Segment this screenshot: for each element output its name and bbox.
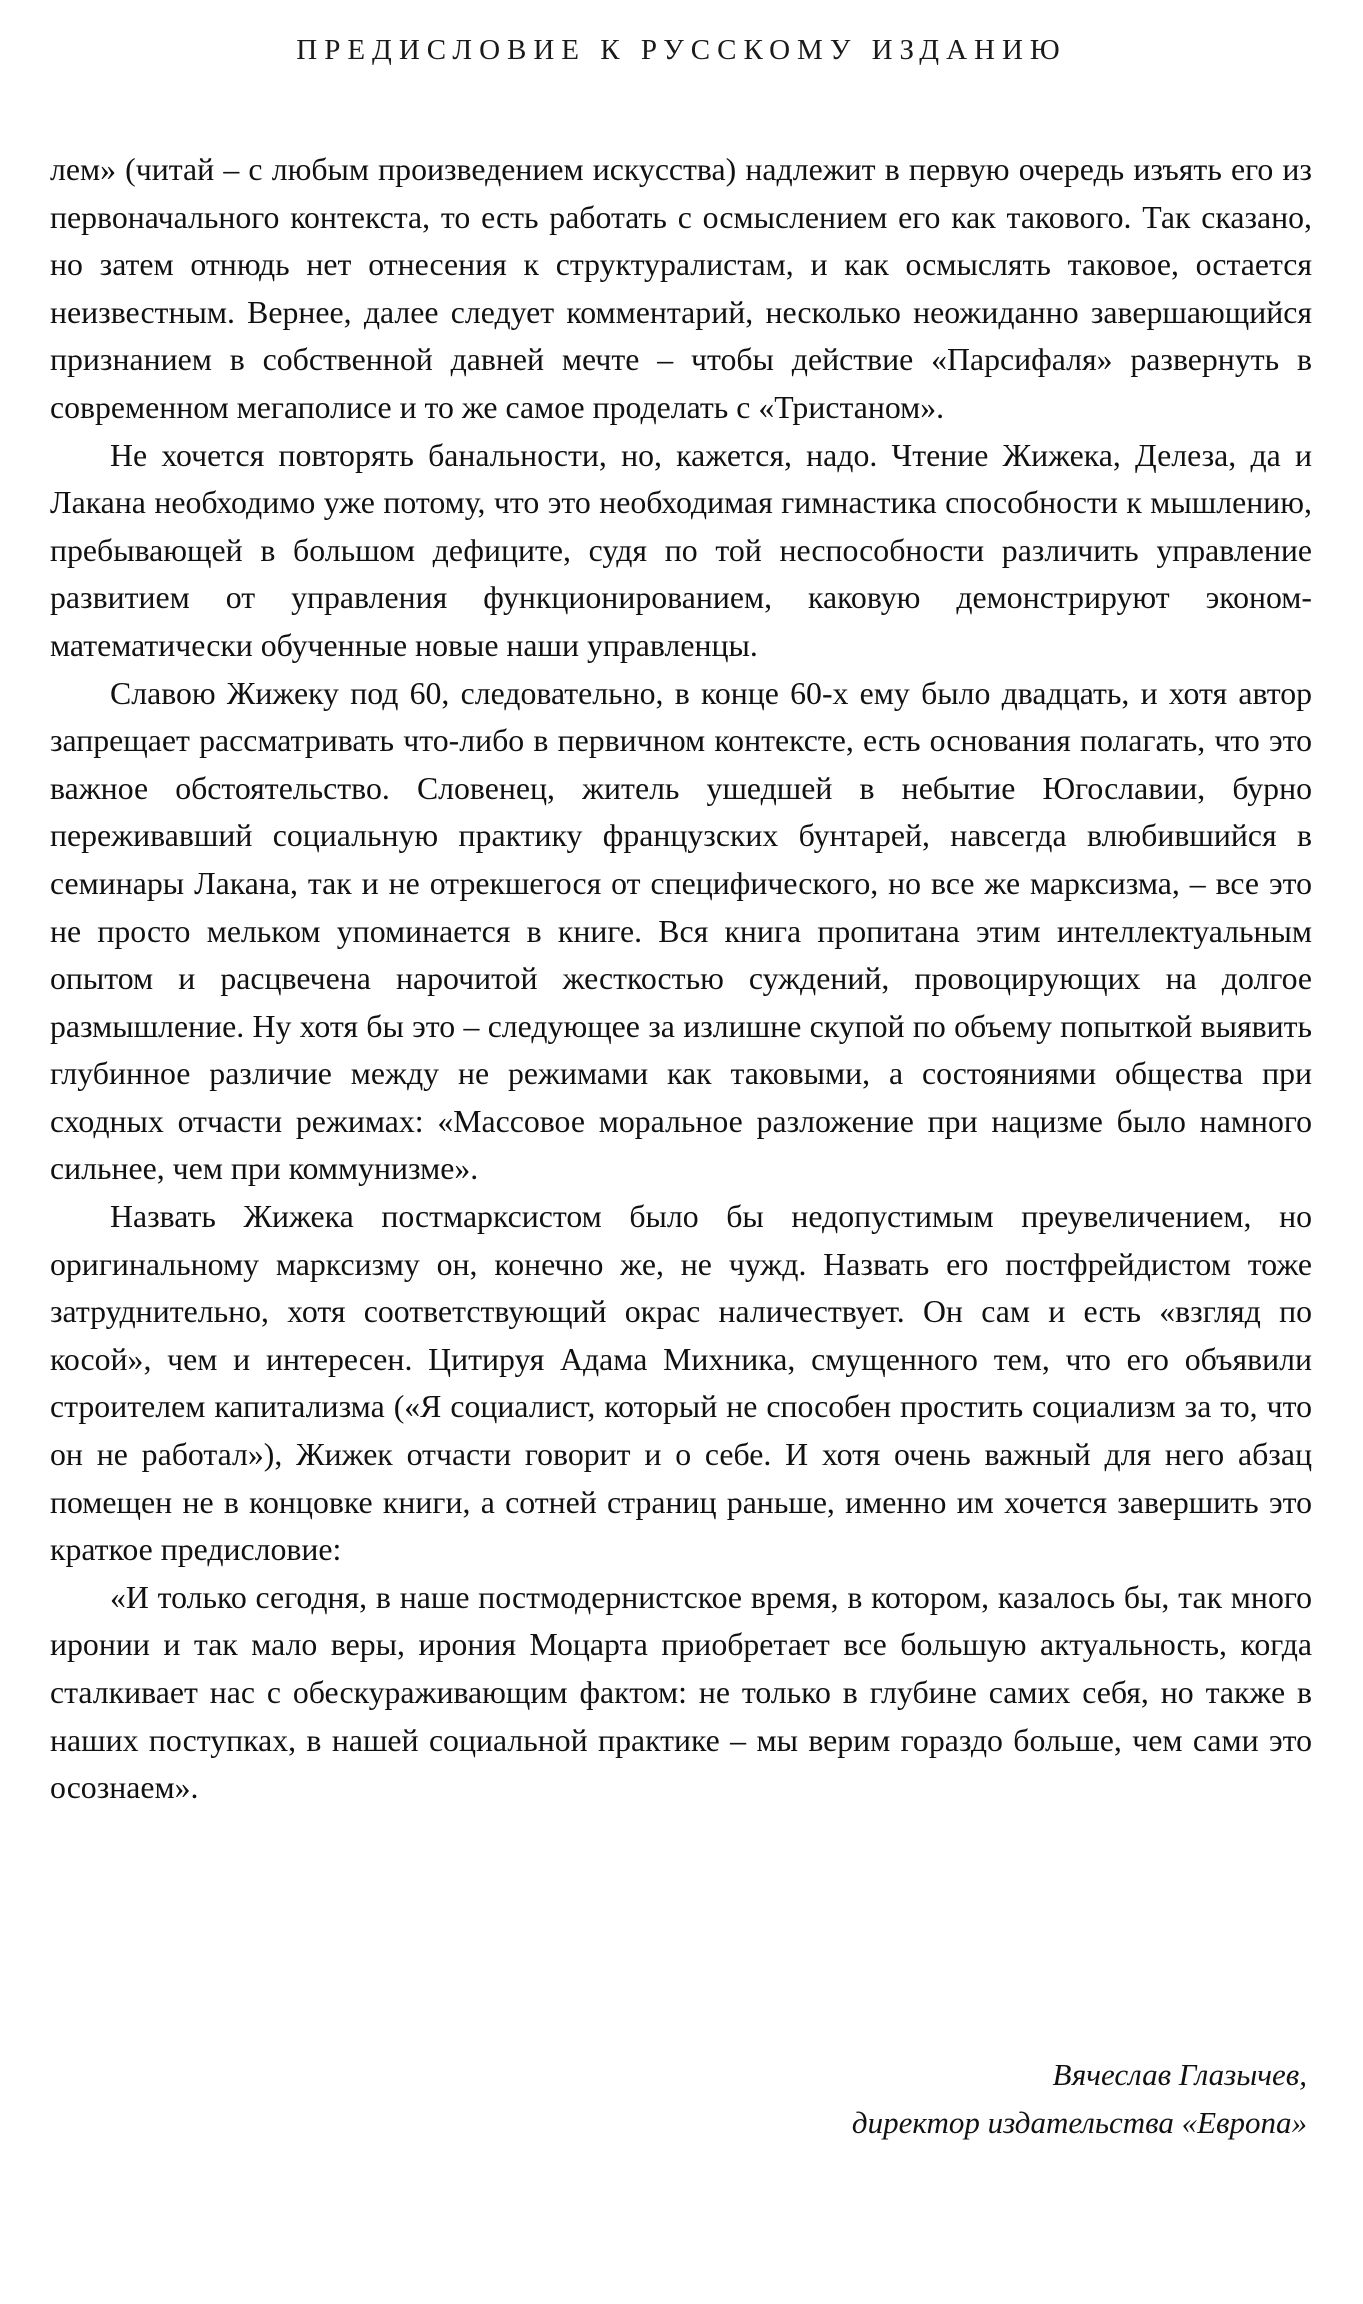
running-header: ПРЕДИСЛОВИЕ К РУССКОМУ ИЗДАНИЮ [296,34,1067,66]
body-text [50,146,1312,1812]
paragraph-4: Назвать Жижека постмарксистом было бы недопустимым преувеличением, но оригинальному марксизму он, конечно же, не чужд. Назвать его постфрейдистом тоже затруднительно, хотя соответствующий окрас наличествует. Он сам и есть «взгляд по косой», чем и интересен. Цитируя Адама Михника, смущенного тем, что его объявили строителем капитализма («Я социалист, который не способен простить социализм за то, что он не работал»), Жижек отчасти говорит и о себе. И хотя очень важный для него абзац помещен не в концовке книги, а сотней страниц раньше, именно им хочется завершить это краткое предисловие: [50,1199,1312,1568]
paragraph-1: лем» (читай – с любым произведением искусства) надлежит в первую очередь изъять его из первоначального контекста, то есть работать с осмыслением его как такового. Так сказано, но затем отнюдь нет отнесения к структуралистам, и как осмыслять таковое, остается неизвестным. Вернее, далее следует комментарий, несколько неожиданно завершающийся признанием в собственной давней мечте – чтобы действие «Парсифаля» развернуть в современном мегаполисе и то же самое проделать с «Тристаном». [50,152,1312,425]
paragraph-3: Славою Жижеку под 60, следовательно, в конце 60-х ему было двадцать, и хотя автор запрещает рассматривать что-либо в первичном контексте, есть основания полагать, что это важное обстоятельство. Словенец, житель ушедшей в небытие Югославии, бурно переживавший социальную практику французских бунтарей, навсегда влюбившийся в семинары Лакана, так и не отрекшегося от специфического, но все же марксизма, – все это не просто мельком упоминается в книге. Вся книга пропитана этим интеллектуальным опытом и расцвечена нарочитой жесткостью суждений, провоцирующих на долгое размышление. Ну хотя бы это – следующее за излишне скупой по объему попыткой выявить глубинное различие между не режимами как таковыми, а состояниями общества при сходных отчасти режимах: «Массовое моральное разложение при нацизме было намного сильнее, чем при коммунизме». [50,675,1312,1187]
paragraph-2: Не хочется повторять банальности, но, кажется, надо. Чтение Жижека, Делеза, да и Лакана необходимо уже потому, что это необходимая гимнастика способности к мышлению, пребывающей в большом дефиците, судя по той неспособности различить управление развитием от управления функционированием, каковую демонстрируют эконом-математически обученные новые наши управленцы. [50,437,1312,663]
signature-role: директор издательства «Европа» [851,2105,1307,2140]
signature-block [852,2051,1307,2147]
paragraph-5-quote: «И только сегодня, в наше постмодернистское время, в котором, казалось бы, так много иронии и так мало веры, ирония Моцарта приобретает все большую актуальность, когда сталкивает нас с обескураживающим фактом: не только в глубине самих себя, но также в наших поступках, в нашей социальной практике – мы верим гораздо больше, чем сами это осознаем». [50,1579,1312,1806]
signature-name: Вячеслав Глазычев, [1052,2057,1307,2092]
